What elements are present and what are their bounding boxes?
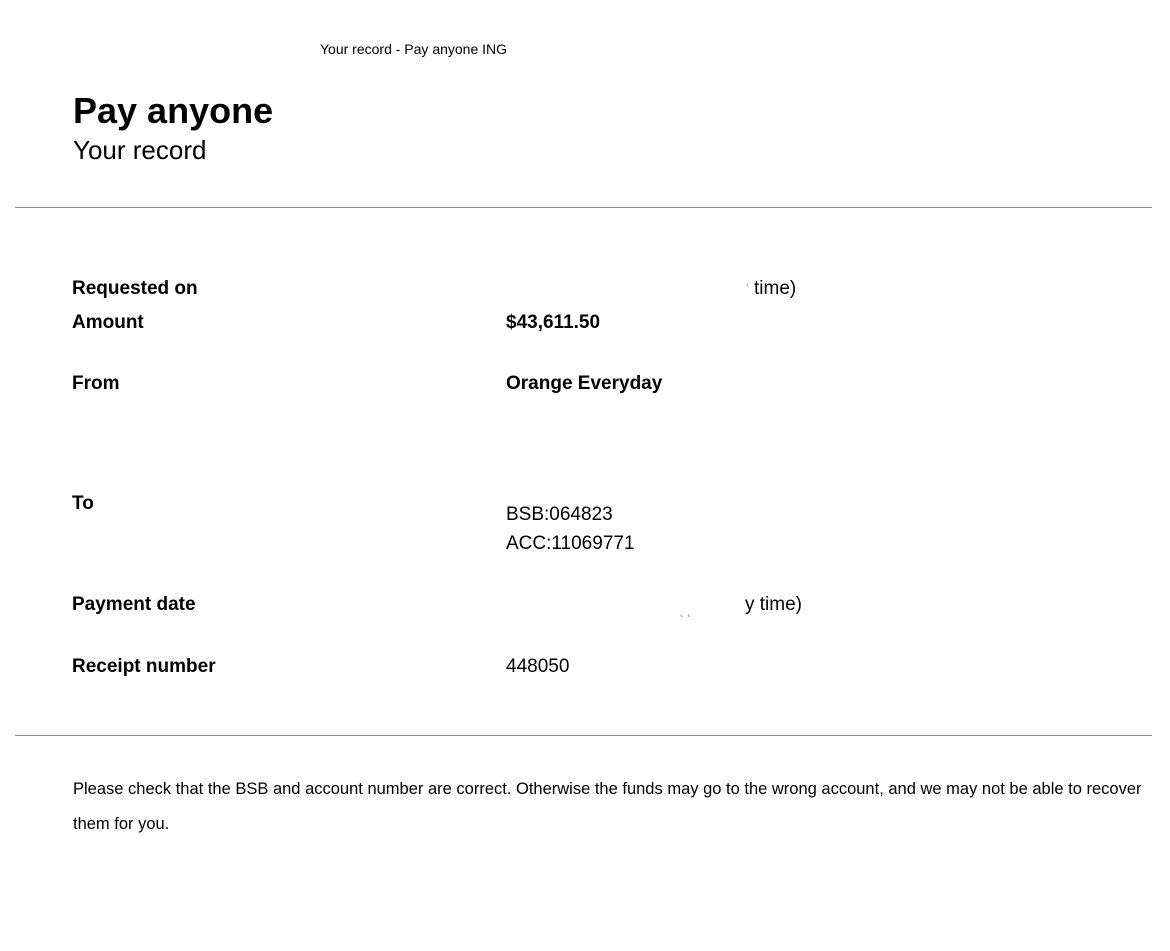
- print-header: Your record - Pay anyone ING: [320, 41, 508, 57]
- redaction-remnant: ': [746, 281, 749, 295]
- bottom-divider: [15, 735, 1152, 736]
- to-label: To: [72, 493, 94, 514]
- requested-on-value: time): [754, 278, 797, 299]
- page-title: Pay anyone: [73, 90, 274, 131]
- page-subtitle: Your record: [73, 135, 207, 165]
- redaction-remnant: ˛ ˛: [680, 603, 692, 617]
- to-bsb-value: BSB:064823: [506, 504, 613, 525]
- receipt-number-label: Receipt number: [72, 656, 216, 677]
- amount-value: $43,611.50: [506, 312, 601, 333]
- payment-date-label: Payment date: [72, 594, 196, 615]
- amount-label: Amount: [72, 312, 144, 333]
- to-account-value: ACC:11069771: [506, 533, 635, 554]
- payment-date-value: y time): [745, 594, 802, 615]
- requested-on-label: Requested on: [72, 278, 198, 299]
- receipt-number-value: 448050: [506, 656, 570, 677]
- account-check-notice: Please check that the BSB and account number are correct. Otherwise the funds may go to the wrong account, and we may not be able to recover them for you.: [73, 780, 1142, 833]
- from-label: From: [72, 373, 120, 394]
- from-account-value: Orange Everyday: [506, 373, 663, 394]
- top-divider: [15, 207, 1152, 208]
